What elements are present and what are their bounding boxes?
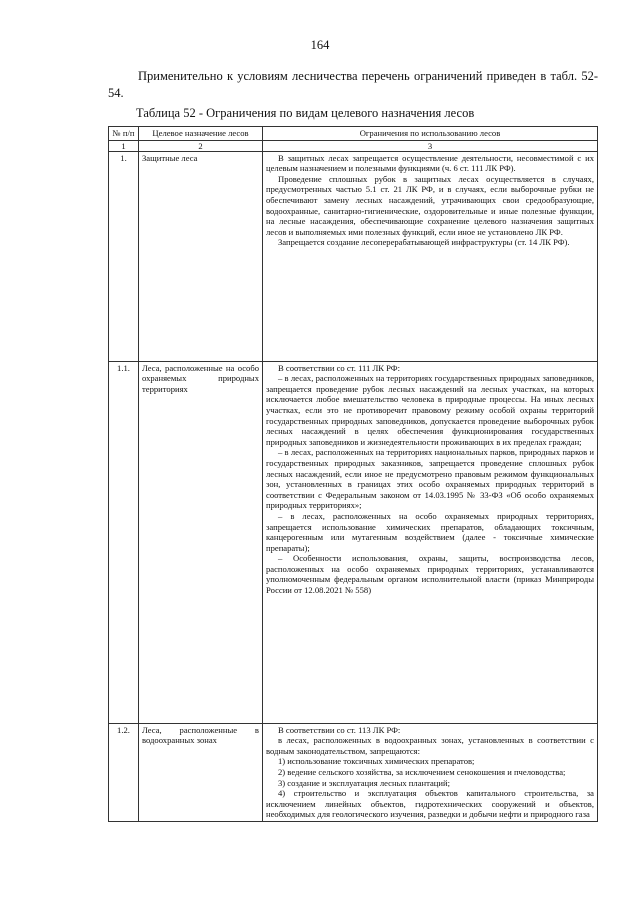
row-purpose: Леса, расположенные на особо охраняемых природных территориях <box>139 361 263 723</box>
row-restrictions <box>263 361 598 723</box>
restriction-paragraph: – в лесах, расположенных на территориях государственных природных заповедников, запрещается проведение рубок лесных насаждений на лесных участках, на которых исключается любое вмешательство человека в природные процессы. На иных лесных участках, если это не противоречит правовому режиму особой охраны территорий государственных природных заповедников, допускается проведение выборочных рубок лесных насаждений в целях обеспечения функционирования государственных природных заповедников и жизнедеятельности проживающих в их пределах граждан; <box>266 373 594 447</box>
table-caption: Таблица 52 - Ограничения по видам целевого назначения лесов <box>136 106 475 120</box>
column-index: 1 <box>109 140 139 151</box>
restriction-paragraph: Проведение сплошных рубок в защитных лесах осуществляется в случаях, предусмотренных частью 5.1 ст. 21 ЛК РФ, и в случаях, если выборочные рубки не обеспечивают замену лесных насаждений, утрачивающих свои средообразующие, водоохранные, санитарно-гигиенические, оздоровительные и иные полезные функции, на лесные насаждения, обеспечивающие сохранение целевого назначения защитных лесов и выполняемых ими полезных функций, если иное не установлено ЛК РФ. <box>266 173 594 237</box>
table-header-row <box>109 127 598 141</box>
restrictions-table <box>108 126 598 822</box>
table-row <box>109 361 598 723</box>
row-restrictions <box>263 723 598 821</box>
table-row <box>109 151 598 361</box>
restriction-paragraph: 1) использование токсичных химических препаратов; <box>278 756 475 767</box>
page-number: 164 <box>310 38 330 52</box>
row-number: 1.1. <box>109 361 139 723</box>
restriction-paragraph: в лесах, расположенных в водоохранных зонах, установленных в соответствии с водным законодательством, запрещаются: <box>266 735 594 756</box>
row-number: 1.2. <box>109 723 139 821</box>
column-index: 3 <box>263 140 598 151</box>
restriction-paragraph: – в лесах, расположенных на особо охраняемых природных территориях, запрещается использование химических препаратов, обладающих токсичным, канцерогенным или мутагенным воздействием (далее - токсичные химические препараты); <box>266 510 594 553</box>
column-index-row <box>109 140 598 151</box>
restriction-paragraph: В соответствии со ст. 113 ЛК РФ: <box>278 724 401 735</box>
header-restrictions: Ограничения по использованию лесов <box>263 127 598 141</box>
row-purpose: Защитные леса <box>139 151 263 361</box>
restriction-paragraph: 4) строительство и эксплуатация объектов капитального строительства, за исключением линейных объектов, гидротехнических сооружений и объектов, необходимых для геологического изучения, разведки и добычи нефти и природного газа <box>266 788 594 820</box>
restriction-paragraph: – Особенности использования, охраны, защиты, воспроизводства лесов, расположенных на особо охраняемых природных территориях, устанавливаются уполномоченным федеральным органом исполнительной власти (приказ Минприроды России от 12.08.2021 № 558) <box>266 553 594 596</box>
restriction-paragraph: В соответствии со ст. 111 ЛК РФ: <box>278 362 400 373</box>
restriction-paragraph: Запрещается создание лесоперерабатывающей инфраструктуры (ст. 14 ЛК РФ). <box>278 237 570 248</box>
restriction-paragraph: – в лесах, расположенных на территориях национальных парков, природных парков и государственных природных заказников, запрещается проведение сплошных рубок лесных насаждений, если иное не предусмотрено правовым режимом функциональных зон, установленных в границах этих особо охраняемых природных территорий в соответствии с Федеральным законом от 14.03.1995 № 33-ФЗ «Об особо охраняемых природных территориях»; <box>266 447 594 511</box>
restriction-paragraph: В защитных лесах запрещается осуществление деятельности, несовместимой с их целевым назначением и полезными функциями (ч. 6 ст. 111 ЛК РФ). <box>266 152 594 174</box>
header-purpose: Целевое назначение лесов <box>139 127 263 141</box>
header-number: № п/п <box>109 127 139 141</box>
table-row <box>109 723 598 821</box>
restriction-paragraph: 2) ведение сельского хозяйства, за исключением сенокошения и пчеловодства; <box>278 766 566 777</box>
restriction-paragraph: 3) создание и эксплуатация лесных плантаций; <box>278 777 450 788</box>
row-restrictions <box>263 151 598 361</box>
column-index: 2 <box>139 140 263 151</box>
intro-paragraph: Применительно к условиям лесничества перечень ограничений приведен в табл. 52-54. <box>108 69 598 100</box>
row-number: 1. <box>109 151 139 361</box>
row-purpose: Леса, расположенные в водоохранных зонах <box>139 723 263 821</box>
